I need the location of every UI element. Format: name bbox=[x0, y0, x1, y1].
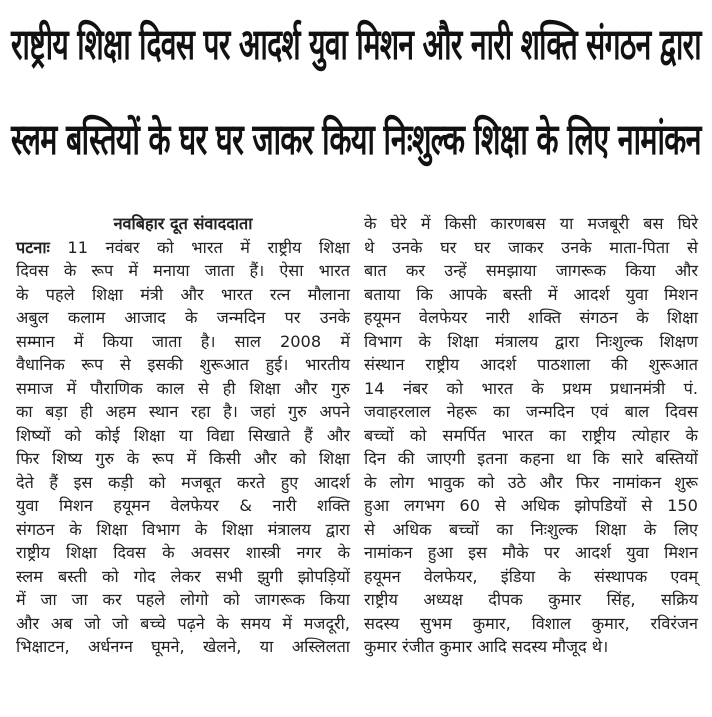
body-line: संस्थान राष्ट्रीय आदर्श पाठशाला की शुरूआत bbox=[364, 355, 698, 374]
body-line: 14 नंबर को भारत के प्रथम प्रधानमंत्री पं. bbox=[364, 378, 698, 398]
body-line bbox=[16, 236, 350, 260]
byline: नवबिहार दूत संवाददाता bbox=[113, 214, 253, 233]
body-line: संगठन के शिक्षा विभाग के शिक्षा मंत्रालय द्वारा bbox=[16, 519, 350, 539]
body-line: बात कर उन्हें समझाया जागरूक किया और bbox=[364, 261, 698, 280]
body-line: हुआ लगभग 60 से अधिक झोपडियों से 150 bbox=[364, 496, 698, 515]
body-line: विभाग के शिक्षा मंत्रालय द्वारा निःशुल्क शिक्षण bbox=[364, 331, 698, 351]
body-line: दिन की जाएगी इतना कहना था कि सारे बस्तियों bbox=[364, 449, 698, 468]
body-line: हयूमन वेलफेयर नारी शक्ति संगठन के शिक्षा bbox=[364, 308, 698, 327]
body-line: में जा जा कर पहले लोगो को जागरूक किया bbox=[16, 590, 350, 609]
body-line: बच्चों को समर्पित भारत का राष्ट्रीय त्योहार के bbox=[364, 425, 698, 445]
headline-line-1: राष्ट्रीय शिक्षा दिवस पर आदर्श युवा मिशन और नारी शक्ति संगठन द्वारा bbox=[11, 20, 701, 70]
body-line: समाज में पौराणिक काल से ही शिक्षा और गुरु bbox=[16, 378, 350, 398]
body-line: युवा मिशन हयूमन वेलफेयर & नारी शक्ति bbox=[16, 496, 350, 515]
body-line: राष्ट्रीय शिक्षा दिवस के अवसर शास्त्री नगर के bbox=[16, 543, 350, 562]
headline-line-2: स्लम बस्तियों के घर घर जाकर किया निःशुल्क शिक्षा के लिए नामांकन bbox=[11, 115, 701, 165]
body-line: सदस्य सुभम कुमार, विशाल कुमार, रविरंजन bbox=[364, 613, 698, 633]
body-line: देते हैं इस कड़ी को मजबूत करते हुए आदर्श bbox=[16, 472, 350, 492]
body-line: स्लम बस्ती को गोद लेकर सभी झुगी झोपड़ियों bbox=[16, 566, 350, 586]
body-line: वैधानिक रूप से इसकी शुरूआत हुई। भारतीय bbox=[16, 355, 350, 374]
body-line: सम्मान में किया जाता है। साल 2008 में bbox=[16, 331, 350, 351]
body-line: फिर शिष्य गुरु के रूप में किसी और को शिक्षा bbox=[16, 449, 350, 468]
body-line: हयूमन वेलफेयर, इंडिया के संस्थापक एवम् bbox=[364, 566, 698, 586]
body-line: कुमार रंजीत कुमार आदि सदस्य मौजूद थे। bbox=[364, 637, 609, 656]
body-line: थे उनके घर घर जाकर उनके माता-पिता से bbox=[364, 237, 698, 257]
body-line: का बड़ा ही अहम स्थान रहा है। जहां गुरु अपने bbox=[16, 402, 350, 421]
body-line-text: 11 नवंबर को भारत में राष्ट्रीय शिक्षा bbox=[67, 237, 351, 257]
body-line: अबुल कलाम आजाद के जन्मदिन पर उनके bbox=[16, 308, 350, 327]
body-line: दिवस के रूप में मनाया जाता हैं। ऐसा भारत bbox=[16, 261, 350, 280]
body-line: राष्ट्रीय अध्यक्ष दीपक कुमार सिंह, सक्रिय bbox=[364, 590, 698, 609]
article-column-right bbox=[364, 212, 698, 659]
body-line: और अब जो जो बच्चे पढ़ने के समय में मजदूरी, bbox=[16, 613, 350, 633]
article-column-left bbox=[16, 212, 350, 659]
body-line: के लोग भावुक को उठे और फिर नामांकन शुरू bbox=[364, 472, 698, 492]
body-line: भिक्षाटन, अर्धनग्न घूमने, खेलने, या अस्लिलता bbox=[16, 637, 350, 656]
body-line: के पहले शिक्षा मंत्री और भारत रत्न मौलाना bbox=[16, 284, 350, 304]
body-line: नामांकन हुआ इस मौके पर आदर्श युवा मिशन bbox=[364, 543, 698, 562]
body-line: जवाहरलाल नेहरू का जन्मदिन एवं बाल दिवस bbox=[364, 402, 698, 421]
body-line: बताया कि आपके बस्ती में आदर्श युवा मिशन bbox=[364, 284, 698, 304]
body-line: शिष्यों को कोई शिक्षा या विद्या सिखाते हैं और bbox=[16, 425, 350, 445]
dateline: पटनाः bbox=[16, 237, 50, 257]
body-line: से अधिक बच्चों का निःशुल्क शिक्षा के लिए bbox=[364, 519, 698, 539]
body-line: के घेरे में किसी कारणबस या मजबूरी बस घिरे bbox=[364, 214, 698, 233]
